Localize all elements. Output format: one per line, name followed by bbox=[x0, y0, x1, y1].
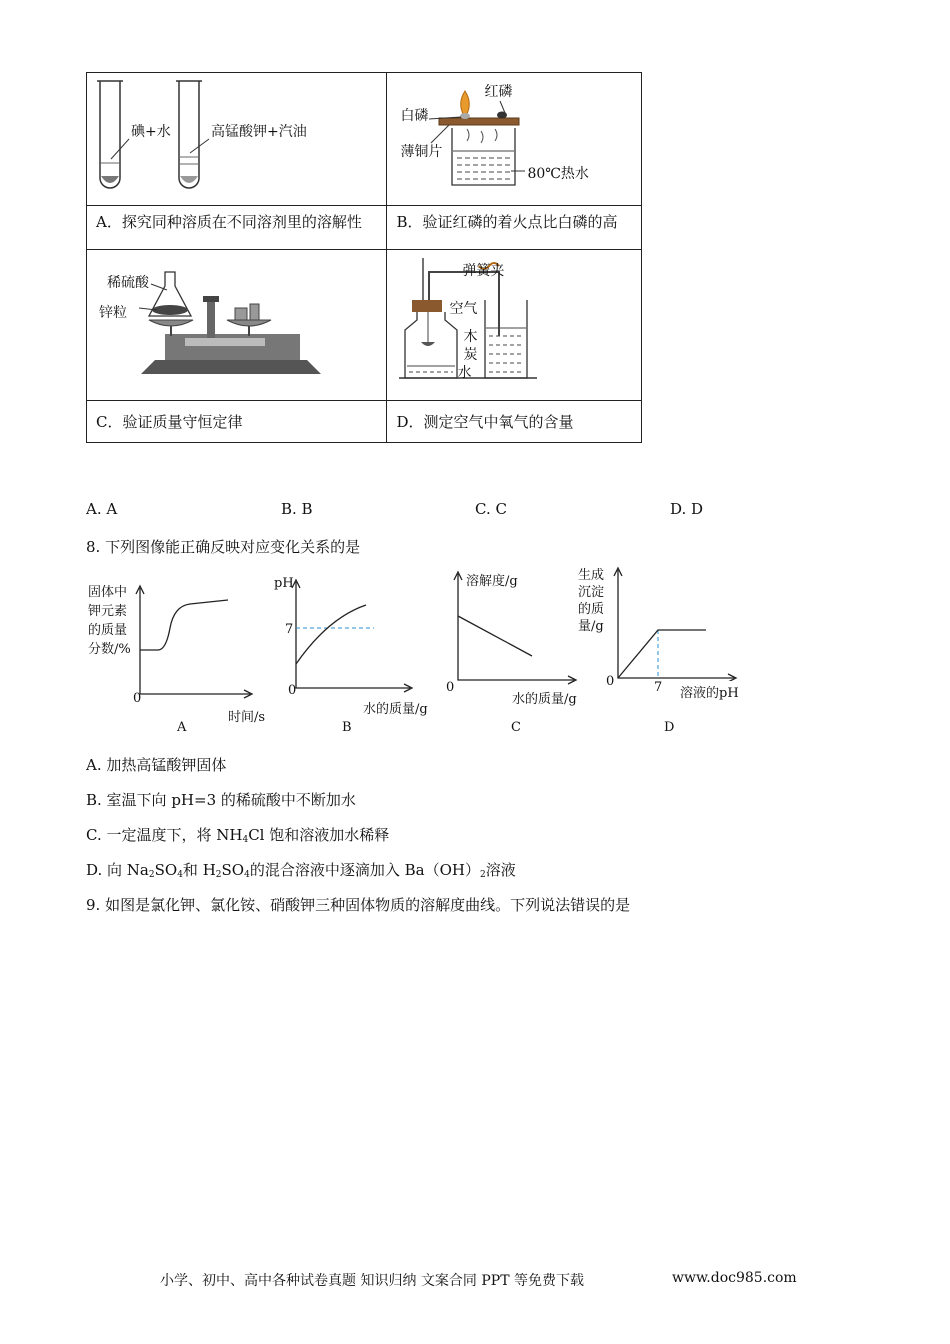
label-kmno4-gasoline: 高锰酸钾+汽油 bbox=[211, 124, 307, 140]
q8-option-c[interactable]: C. 一定温度下，将 $NH_4Cl$ 饱和溶液加水稀释 bbox=[86, 826, 390, 845]
graph-b-ylabel: pH bbox=[274, 576, 294, 591]
graph-a-ylabel: 固体中 钾元素 的质量 分数/% bbox=[88, 585, 131, 657]
graph-b-origin: 0 bbox=[288, 683, 297, 698]
graph-a-xlabel: 时间/s bbox=[228, 710, 266, 725]
label-white-phosphorus: 白磷 bbox=[400, 108, 429, 124]
graph-d-line bbox=[618, 630, 706, 678]
graph-d-letter: D bbox=[664, 720, 675, 735]
caption-a: A．探究同种溶质在不同溶剂里的溶解性 bbox=[87, 206, 387, 250]
graph-b-curve bbox=[296, 605, 366, 664]
q7-option-b[interactable]: B. B bbox=[281, 500, 313, 518]
cell-c-figure bbox=[87, 250, 387, 401]
label-spring-clamp: 弹簧夹 bbox=[462, 263, 505, 279]
label-water: 水 bbox=[457, 365, 472, 381]
graph-a bbox=[130, 584, 260, 704]
graph-d-origin: 0 bbox=[606, 674, 615, 689]
graph-d-xlabel: 溶液的pH bbox=[680, 686, 739, 701]
graph-d-ylabel: 生成 沉淀 的质 量/g bbox=[578, 568, 605, 634]
graph-c-xlabel: 水的质量/g bbox=[512, 692, 577, 707]
q7-option-c[interactable]: C. C bbox=[475, 500, 507, 518]
graph-b-xlabel: 水的质量/g bbox=[363, 702, 428, 717]
graph-b-mark: 7 bbox=[285, 622, 294, 637]
label-zinc-granules: 锌粒 bbox=[99, 305, 127, 321]
graph-d-mark: 7 bbox=[654, 680, 663, 695]
graph-c-ylabel: 溶解度/g bbox=[466, 574, 518, 589]
cell-d-figure bbox=[387, 250, 642, 401]
q8-option-b[interactable]: B. 室温下向 pH=3 的稀硫酸中不断加水 bbox=[86, 791, 356, 809]
label-charcoal-1: 木 bbox=[463, 329, 478, 345]
footer-url[interactable]: www.doc985.com bbox=[672, 1270, 797, 1286]
label-red-phosphorus: 红磷 bbox=[484, 84, 513, 100]
caption-d: D．测定空气中氧气的含量 bbox=[387, 401, 642, 443]
cell-b-figure bbox=[387, 73, 642, 206]
experiment-table bbox=[86, 72, 642, 443]
footer-text: 小学、初中、高中各种试卷真题 知识归纳 文案合同 PPT 等免费下载 bbox=[160, 1273, 584, 1289]
q8-option-a[interactable]: A. 加热高锰酸钾固体 bbox=[86, 756, 227, 774]
label-hot-water: 80℃热水 bbox=[527, 166, 589, 182]
graph-b-letter: B bbox=[342, 720, 352, 735]
q7-option-a[interactable]: A. A bbox=[86, 500, 118, 518]
graph-b bbox=[288, 578, 418, 693]
graph-a-curve bbox=[140, 600, 228, 650]
q8-option-d[interactable]: D. 向 $Na_2SO_4$和 $H_2SO_4$的混合溶液中逐滴加入 $Ba(OH)_2$溶液 bbox=[86, 861, 516, 880]
q8-stem: 8. 下列图像能正确反映对应变化关系的是 bbox=[86, 538, 361, 556]
label-air: 空气 bbox=[449, 301, 478, 317]
caption-b: B．验证红磷的着火点比白磷的高 bbox=[387, 206, 642, 250]
label-iodine-water: 碘+水 bbox=[131, 124, 171, 140]
graph-c-line bbox=[458, 616, 532, 656]
label-dilute-sulfuric-acid: 稀硫酸 bbox=[107, 275, 149, 291]
graph-a-origin: 0 bbox=[133, 691, 142, 706]
q7-option-d[interactable]: D. D bbox=[670, 500, 704, 518]
label-charcoal-2: 炭 bbox=[463, 347, 478, 363]
graph-d bbox=[610, 566, 740, 681]
cell-a-figure bbox=[87, 73, 387, 206]
graph-a-letter: A bbox=[177, 720, 187, 735]
caption-c: C．验证质量守恒定律 bbox=[87, 401, 387, 443]
graph-c-origin: 0 bbox=[446, 680, 455, 695]
oxygen-apparatus-figure bbox=[387, 250, 641, 400]
phosphorus-figure bbox=[387, 73, 641, 205]
graph-c-letter: C bbox=[511, 720, 521, 735]
label-copper-sheet: 薄铜片 bbox=[400, 144, 443, 160]
q9-stem: 9. 如图是氯化钾、氯化铵、硝酸钾三种固体物质的溶解度曲线。下列说法错误的是 bbox=[86, 896, 631, 914]
